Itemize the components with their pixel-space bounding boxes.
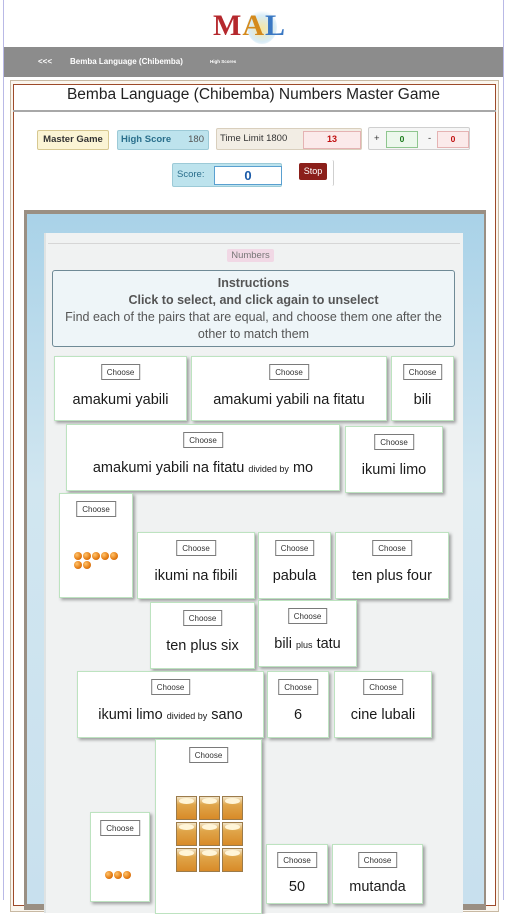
score-label: Score:	[177, 169, 205, 180]
wrong-count: 0	[437, 131, 469, 148]
card-text: 50	[288, 879, 306, 895]
card-label	[192, 392, 386, 408]
card-text: 6	[293, 707, 303, 723]
match-card[interactable]	[54, 356, 187, 421]
stop-wrapper	[296, 160, 334, 186]
card-text: amakumi yabili	[72, 392, 169, 408]
score-value: 0	[214, 166, 282, 185]
choose-button[interactable]: Choose	[183, 432, 223, 448]
choose-button[interactable]: Choose	[363, 679, 403, 695]
card-text: ikumi limo	[361, 462, 427, 478]
card-text: ten plus six	[166, 638, 239, 654]
orange-dot-icon	[101, 552, 109, 560]
card-text: ikumi na fibili	[154, 568, 238, 584]
card-text: amakumi yabili na fitatu	[213, 392, 365, 408]
juice-glass-icon	[199, 796, 220, 820]
card-label	[333, 879, 422, 895]
match-card[interactable]	[345, 426, 443, 493]
juice-glass-icon	[222, 796, 243, 820]
logo-text: MAL	[213, 9, 287, 42]
choose-button[interactable]: Choose	[288, 608, 328, 624]
match-counter	[368, 127, 470, 150]
card-text: mutanda	[349, 879, 406, 895]
back-link[interactable]: <<<	[38, 57, 53, 66]
instructions-box	[52, 270, 455, 347]
card-text: amakumi yabili na fitatu	[92, 460, 245, 476]
orange-dot-icon	[92, 552, 100, 560]
match-card[interactable]	[137, 532, 255, 599]
master-game-button[interactable]: Master Game	[37, 130, 109, 150]
minus-sign: -	[428, 133, 432, 144]
juice-glass-icon	[199, 848, 220, 872]
card-text-operand: sano	[211, 707, 243, 723]
juice-glass-icon	[176, 848, 197, 872]
card-label	[78, 707, 263, 723]
card-text: bili	[274, 636, 292, 652]
orange-dot-icon	[74, 561, 82, 569]
page-title: Bemba Language (Chibemba) Numbers Master Game	[66, 86, 441, 103]
high-score-value: 180	[188, 134, 204, 145]
category-tag: Numbers	[227, 249, 274, 262]
match-card[interactable]	[391, 356, 454, 421]
time-limit-label: Time Limit 1800	[220, 133, 288, 144]
card-label	[67, 460, 339, 476]
match-card[interactable]	[66, 424, 340, 491]
match-card[interactable]	[258, 600, 357, 667]
match-card[interactable]	[59, 493, 133, 598]
high-score-display	[117, 130, 209, 150]
match-card[interactable]	[150, 602, 255, 669]
match-card[interactable]	[155, 739, 262, 914]
card-text-operand: mo	[292, 460, 314, 476]
card-label	[259, 568, 330, 584]
juice-glass-icon	[176, 822, 197, 846]
card-text-operand: tatu	[316, 636, 341, 652]
choose-button[interactable]: Choose	[275, 540, 315, 556]
card-text: cine lubali	[350, 707, 416, 723]
card-text: ten plus four	[352, 568, 432, 584]
card-label	[267, 879, 327, 895]
high-score-label: High Score	[121, 134, 172, 145]
card-operator: divided by	[166, 711, 208, 721]
category-divider	[48, 243, 460, 244]
orange-dot-icon	[110, 552, 118, 560]
match-card[interactable]	[334, 671, 432, 738]
card-label	[138, 568, 254, 584]
mal-logo[interactable]	[205, 6, 305, 46]
card-label	[151, 638, 254, 654]
card-operator: plus	[296, 640, 313, 650]
choose-button[interactable]: Choose	[374, 434, 414, 450]
instructions-heading: Instructions	[217, 276, 290, 290]
instructions-line2: Find each of the pairs that are equal, and choose them one after the other to match them	[65, 310, 442, 341]
juice-glass-icon	[222, 848, 243, 872]
juice-glass-icon	[222, 822, 243, 846]
card-label	[55, 392, 186, 408]
choose-button[interactable]: Choose	[189, 747, 229, 763]
orange-dot-icon	[83, 552, 91, 560]
card-label	[268, 707, 328, 723]
card-text: ikumi limo	[98, 707, 163, 723]
choose-button[interactable]: Choose	[372, 540, 412, 556]
card-text: bili	[413, 392, 432, 408]
choose-button[interactable]: Choose	[403, 364, 443, 380]
match-card[interactable]	[267, 671, 329, 738]
high-scores-link[interactable]: High Scores	[210, 59, 237, 64]
match-card[interactable]	[332, 844, 423, 904]
orange-dot-icon	[123, 871, 131, 879]
card-label	[259, 636, 356, 652]
nav-bar	[4, 47, 503, 77]
card-label	[336, 568, 448, 584]
time-limit-display	[216, 128, 362, 150]
nav-title-link[interactable]: Bemba Language (Chibemba)	[70, 57, 183, 66]
instructions-line1: Click to select, and click again to unselect	[128, 293, 379, 307]
choose-button[interactable]: Choose	[76, 501, 116, 517]
card-text: pabula	[272, 568, 317, 584]
orange-dot-icon	[114, 871, 122, 879]
match-card[interactable]	[77, 671, 264, 738]
plus-sign: +	[374, 133, 380, 144]
choose-button[interactable]: Choose	[278, 679, 318, 695]
match-card[interactable]	[191, 356, 387, 421]
choose-button[interactable]: Choose	[358, 852, 398, 868]
choose-button[interactable]: Choose	[183, 610, 223, 626]
card-operator: divided by	[248, 464, 289, 474]
match-card[interactable]	[266, 844, 328, 904]
juice-glass-icon	[176, 796, 197, 820]
choose-button[interactable]: Choose	[176, 540, 216, 556]
stop-button[interactable]: Stop	[299, 163, 327, 180]
card-label	[392, 392, 453, 408]
orange-dot-icon	[83, 561, 91, 569]
timer-value: 13	[303, 131, 361, 149]
card-label	[346, 462, 442, 478]
card-label	[335, 707, 431, 723]
orange-dot-icon	[105, 871, 113, 879]
correct-count: 0	[386, 131, 418, 148]
choose-button[interactable]: Choose	[151, 679, 191, 695]
choose-button[interactable]: Choose	[100, 820, 140, 836]
choose-button[interactable]: Choose	[269, 364, 309, 380]
match-card[interactable]	[258, 532, 331, 599]
title-divider	[13, 110, 496, 112]
choose-button[interactable]: Choose	[101, 364, 141, 380]
choose-button[interactable]: Choose	[277, 852, 317, 868]
match-card[interactable]	[90, 812, 150, 902]
match-card[interactable]	[335, 532, 449, 599]
orange-dot-icon	[74, 552, 82, 560]
score-display	[172, 163, 282, 187]
juice-glass-icon	[199, 822, 220, 846]
